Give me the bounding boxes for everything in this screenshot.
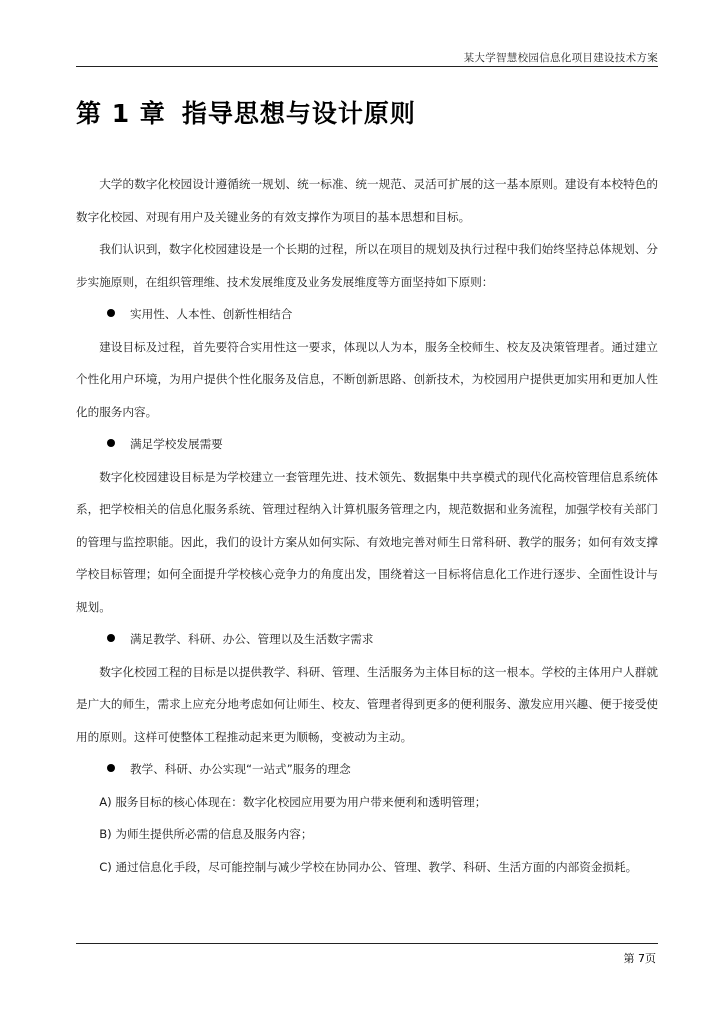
bullet-item (76, 428, 658, 461)
bullet-dot-icon (107, 309, 115, 317)
chapter-title (76, 94, 416, 130)
sub-item-b: B) 为师生提供所必需的信息及服务内容； (99, 827, 313, 841)
footer-divider (76, 943, 658, 944)
bullet-dot-icon (107, 764, 115, 772)
bullet-text: 满足学校发展需要 (130, 437, 223, 451)
bullet-item (76, 753, 658, 786)
bullet-item (76, 298, 658, 331)
bullet-text: 教学、科研、办公实现“一站式”服务的理念 (130, 762, 351, 776)
bullet-text: 实用性、人本性、创新性相结合 (130, 307, 293, 321)
paragraph-development: 数字化校园建设目标是为学校建立一套管理先进、技术领先、数据集中共享模式的现代化高校管理信息系统体系，把学校相关的信息化服务系统、管理过程纳入计算机服务管理之内，规范数据和业务流程，加强学校有关部门的管理与监控职能。因此，我们的设计方案从如何实际、有效地完善对师生日常科研、教学的服务；如何有效支撑学校目标管理；如何全面提升学校核心竞争力的角度出发，围绕着这一目标将信息化工作进行逐步、全面性设计与规划。 (76, 469, 658, 614)
bullet-dot-icon (107, 634, 115, 642)
paragraph-practicality: 建设目标及过程，首先要符合实用性这一要求，体现以人为本，服务全校师生、校友及决策管理者。通过建立个性化用户环境，为用户提供个性化服务及信息，不断创新思路、创新技术，为校园用户提供更加实用和更加人性化的服务内容。 (76, 339, 658, 419)
page-number: 第 7页 (623, 952, 656, 965)
header-divider (76, 66, 658, 67)
bullet-item (76, 623, 658, 656)
paragraph-digital-needs: 数字化校园工程的目标是以提供教学、科研、管理、生活服务为主体目标的这一根本。学校的主体用户人群就是广大的师生，需求上应充分地考虑如何让师生、校友、管理者得到更多的便利服务、激发应用兴趣、便于接受使用的原则。这样可使整体工程推动起来更为顺畅，变被动为主动。 (76, 664, 658, 744)
sub-item-c: C) 通过信息化手段，尽可能控制与减少学校在协同办公、管理、教学、科研、生活方面的内部资金损耗。 (99, 859, 638, 874)
chapter-name: 指导思想与设计原则 (181, 99, 416, 128)
sub-item-a: A) 服务目标的核心体现在：数字化校园应用要为用户带来便利和透明管理； (99, 794, 487, 809)
chapter-number: 第 1 章 (76, 99, 166, 128)
running-header: 某大学智慧校园信息化项目建设技术方案 (463, 52, 658, 64)
bullet-dot-icon (107, 439, 115, 447)
bullet-text: 满足教学、科研、办公、管理以及生活数字需求 (130, 632, 374, 646)
paragraph-principles: 我们认识到，数字化校园建设是一个长期的过程，所以在项目的规划及执行过程中我们始终坚持总体规划、分步实施原则，在组织管理维、技术发展维度及业务发展维度等方面坚持如下原则： (76, 242, 658, 289)
document-body (76, 168, 658, 883)
paragraph-intro: 大学的数字化校园设计遵循统一规划、统一标准、统一规范、灵活可扩展的这一基本原则。建设有本校特色的数字化校园、对现有用户及关键业务的有效支撑作为项目的基本思想和目标。 (76, 177, 658, 224)
